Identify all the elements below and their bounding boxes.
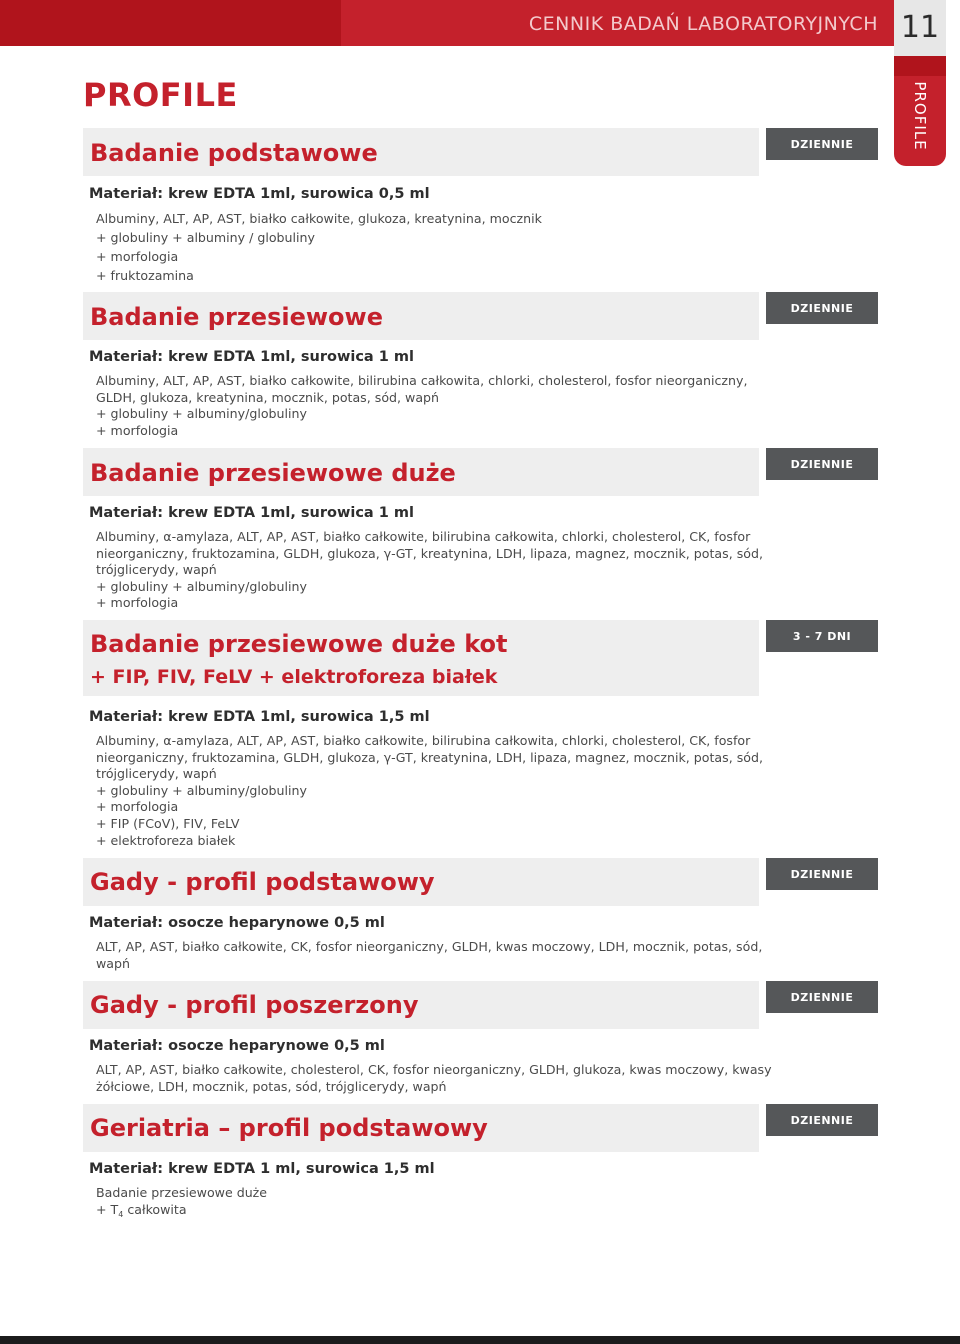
test-line: nieorganiczny, fruktozamina, GLDH, glukoza, γ-GT, kreatynina, LDH, lipaza, magnez, mocznik, potas, sód, bbox=[96, 749, 763, 765]
test-line: ALT, AP, AST, białko całkowite, CK, fosfor nieorganiczny, GLDH, kwas moczowy, LDH, mocznik, potas, sód, bbox=[96, 939, 763, 954]
section-header bbox=[83, 292, 759, 340]
test-list bbox=[96, 1062, 772, 1095]
section-title: Gady - profil podstawowy bbox=[90, 868, 435, 896]
frequency-badge: DZIENNIE bbox=[766, 981, 878, 1013]
section-header bbox=[83, 1104, 759, 1152]
frequency-badge: 3 - 7 DNI bbox=[766, 620, 878, 652]
section-title: Badanie podstawowe bbox=[90, 139, 378, 167]
test-list bbox=[96, 1185, 756, 1223]
section-title: Badanie przesiewowe duże kot bbox=[90, 630, 508, 658]
test-line: + FIP (FCoV), FIV, FeLV bbox=[96, 815, 240, 831]
section-title: Badanie przesiewowe duże bbox=[90, 459, 456, 487]
test-list bbox=[96, 733, 763, 849]
test-line: + globuliny + albuminy/globuliny bbox=[96, 578, 307, 594]
section-header bbox=[83, 620, 759, 696]
catalog-title: CENNIK BADAŃ LABORATORYJNYCH bbox=[528, 13, 878, 35]
frequency-badge: DZIENNIE bbox=[766, 292, 878, 324]
test-line: Albuminy, α-amylaza, ALT, AP, AST, białko całkowite, bilirubina całkowita, chlorki, cholesterol, CK, fosfor bbox=[96, 733, 751, 748]
section-header bbox=[83, 128, 759, 176]
page-title: PROFILE bbox=[83, 76, 238, 114]
frequency-badge: DZIENNIE bbox=[766, 858, 878, 890]
test-line: + globuliny + albuminy/globuliny bbox=[96, 782, 307, 798]
test-line: trójglicerydy, wapń bbox=[96, 766, 217, 782]
test-line: nieorganiczny, fruktozamina, GLDH, glukoza, γ-GT, kreatynina, LDH, lipaza, magnez, mocznik, potas, sód, bbox=[96, 545, 763, 561]
test-line: żółciowe, LDH, mocznik, potas, sód, trójglicerydy, wapń bbox=[96, 1078, 447, 1094]
frequency-badge: DZIENNIE bbox=[766, 128, 878, 160]
side-tab-strip bbox=[894, 56, 946, 76]
material-line: Materiał: osocze heparynowe 0,5 ml bbox=[89, 915, 385, 931]
test-list bbox=[96, 373, 756, 439]
test-line: + globuliny + albuminy / globuliny bbox=[96, 230, 315, 245]
test-line: + morfologia bbox=[96, 422, 179, 438]
page-number: 11 bbox=[900, 10, 940, 45]
test-line: trójglicerydy, wapń bbox=[96, 562, 217, 578]
test-line: + morfologia bbox=[96, 595, 179, 611]
frequency-badge: DZIENNIE bbox=[766, 448, 878, 480]
test-line: + fruktozamina bbox=[96, 268, 194, 283]
test-line: Albuminy, ALT, AP, AST, białko całkowite, bilirubina całkowita, chlorki, cholesterol, fosfor nieorganiczny, bbox=[96, 373, 748, 388]
side-tab-label: PROFILE bbox=[911, 81, 929, 151]
test-line: Albuminy, α-amylaza, ALT, AP, AST, białko całkowite, bilirubina całkowita, chlorki, cholesterol, CK, fosfor bbox=[96, 529, 751, 544]
footer-bar bbox=[0, 1336, 960, 1344]
test-line: + elektroforeza białek bbox=[96, 832, 236, 848]
section-header bbox=[83, 981, 759, 1029]
material-line: Materiał: osocze heparynowe 0,5 ml bbox=[89, 1038, 385, 1054]
section-title: Geriatria – profil podstawowy bbox=[90, 1114, 488, 1142]
test-line: ALT, AP, AST, białko całkowite, cholesterol, CK, fosfor nieorganiczny, GLDH, glukoza, kwas moczowy, kwasy bbox=[96, 1062, 772, 1077]
material-line: Materiał: krew EDTA 1ml, surowica 1 ml bbox=[89, 349, 414, 365]
frequency-badge: DZIENNIE bbox=[766, 1104, 878, 1136]
section-subtitle: + FIP, FIV, FeLV + elektroforeza białek bbox=[90, 666, 498, 688]
section-title: Badanie przesiewowe bbox=[90, 303, 383, 331]
section-header bbox=[83, 858, 759, 906]
material-line: Materiał: krew EDTA 1ml, surowica 1 ml bbox=[89, 505, 414, 521]
material-line: Materiał: krew EDTA 1 ml, surowica 1,5 ml bbox=[89, 1161, 435, 1177]
test-line: wapń bbox=[96, 955, 130, 971]
section-header bbox=[83, 448, 759, 496]
test-line: + morfologia bbox=[96, 799, 179, 815]
material-line: Materiał: krew EDTA 1ml, surowica 0,5 ml bbox=[89, 186, 430, 202]
test-line: GLDH, glukoza, kreatynina, mocznik, potas, sód, wapń bbox=[96, 389, 440, 405]
test-line: Albuminy, ALT, AP, AST, białko całkowite, glukoza, kreatynina, mocznik bbox=[96, 211, 542, 226]
test-list bbox=[96, 939, 763, 972]
test-line: + morfologia bbox=[96, 249, 179, 264]
test-line-t4: + $T_4$ całkowita bbox=[96, 1201, 187, 1219]
section-title: Gady - profil poszerzony bbox=[90, 991, 419, 1019]
test-list bbox=[96, 529, 763, 612]
material-line: Materiał: krew EDTA 1ml, surowica 1,5 ml bbox=[89, 709, 430, 725]
header-bar-left bbox=[0, 0, 341, 46]
test-line: Badanie przesiewowe duże bbox=[96, 1185, 268, 1200]
test-list bbox=[96, 209, 756, 285]
test-line: + globuliny + albuminy/globuliny bbox=[96, 406, 307, 422]
